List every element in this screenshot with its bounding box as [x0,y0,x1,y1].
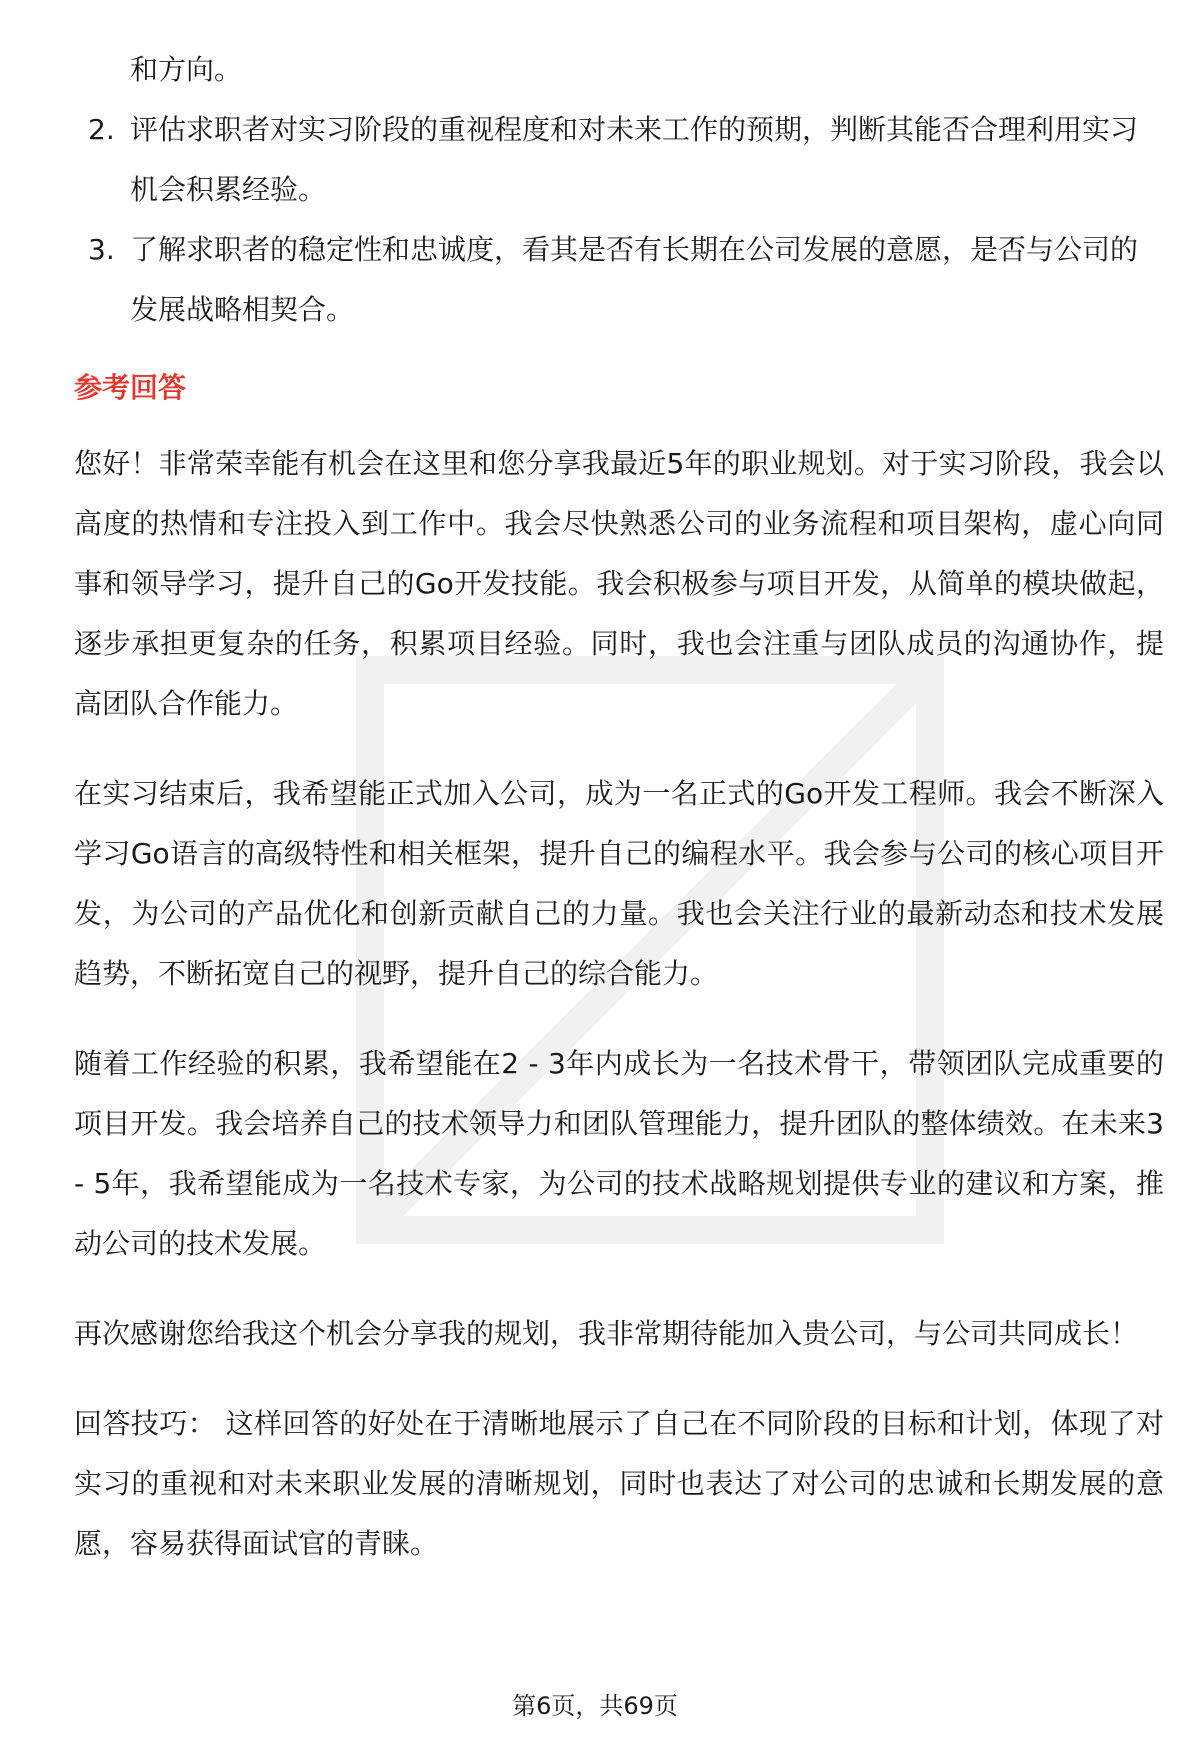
page-number: 第6页，共69页 [512,1692,678,1720]
criteria-list [74,100,1164,340]
answer-paragraph-4: 再次感谢您给我这个机会分享我的规划，我非常期待能加入贵公司，与公司共同成长！ [74,1317,1139,1350]
section-heading: 参考回答 [74,371,187,404]
list-item-number: 3. [88,233,115,266]
list-item-text: 了解求职者的稳定性和忠诚度，看其是否有长期在公司发展的意愿，是否与公司的发展战略相契合。 [130,233,1139,326]
page-content [74,40,1164,1604]
list-item [74,220,1164,340]
intro-continuation: 和方向。 [130,53,243,86]
list-item-text: 评估求职者对实习阶段的重视程度和对未来工作的预期，判断其能否合理利用实习机会积累经验。 [130,113,1139,206]
list-item [74,100,1164,220]
list-item-number: 2. [88,113,115,146]
answer-paragraph-1: 您好！非常荣幸能有机会在这里和您分享我最近5年的职业规划。对于实习阶段，我会以高度的热情和专注投入到工作中。我会尽快熟悉公司的业务流程和项目架构，虚心向同事和领导学习，提升自己的Go开发技能。我会积极参与项目开发，从简单的模块做起，逐步承担更复杂的任务，积累项目经验。同时，我也会注重与团队成员的沟通协作，提高团队合作能力。 [74,447,1164,720]
answer-tips-paragraph: 回答技巧： 这样回答的好处在于清晰地展示了自己在不同阶段的目标和计划，体现了对实习的重视和对未来职业发展的清晰规划，同时也表达了对公司的忠诚和长期发展的意愿，容易获得面试官的青睐。 [74,1407,1164,1560]
answer-paragraph-3: 随着工作经验的积累，我希望能在2 - 3年内成长为一名技术骨干，带领团队完成重要的项目开发。我会培养自己的技术领导力和团队管理能力，提升团队的整体绩效。在未来3 - 5年，我希望能成为一名技术专家，为公司的技术战略规划提供专业的建议和方案，推动公司的技术发展。 [74,1047,1164,1260]
answer-paragraph-2: 在实习结束后，我希望能正式加入公司，成为一名正式的Go开发工程师。我会不断深入学习Go语言的高级特性和相关框架，提升自己的编程水平。我会参与公司的核心项目开发，为公司的产品优化和创新贡献自己的力量。我也会关注行业的最新动态和技术发展趋势，不断拓宽自己的视野，提升自己的综合能力。 [74,777,1164,990]
